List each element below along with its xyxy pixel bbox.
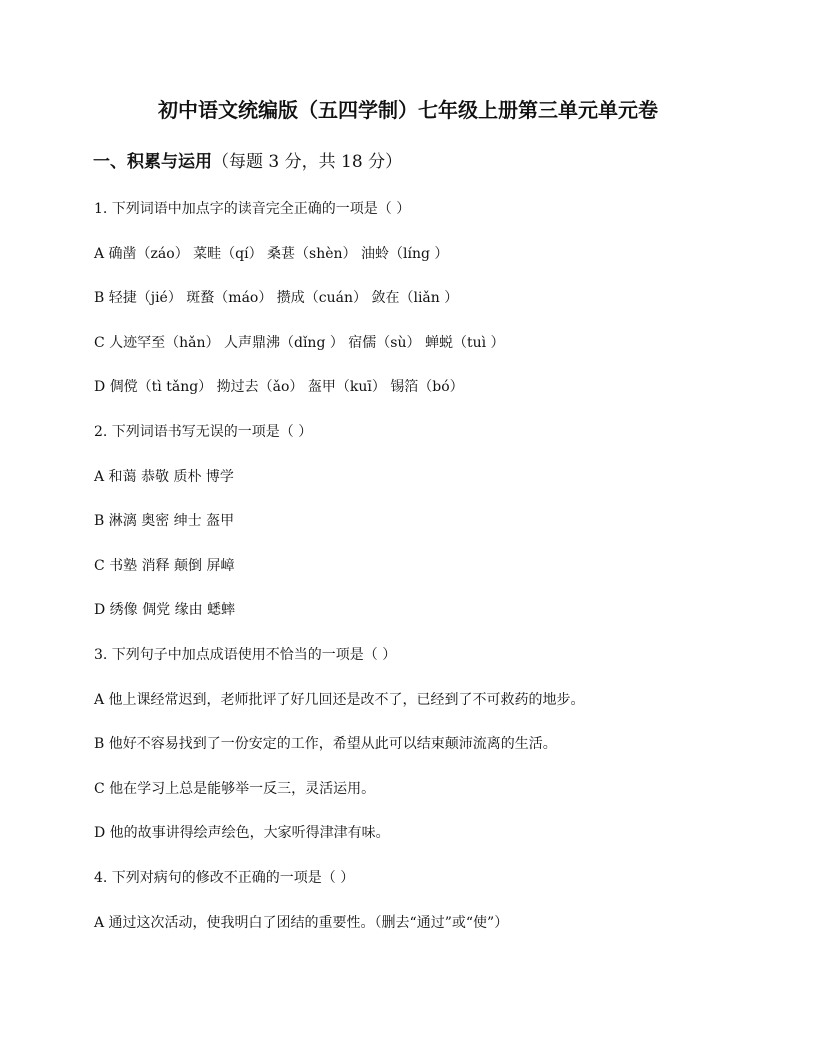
question-3-option-b: B 他好不容易找到了一份安定的工作，希望从此可以结束颠沛流离的生活。 [94, 736, 557, 753]
question-2: 2. 下列词语书写无误的一项是（ ） [94, 423, 313, 440]
question-1-option-c: C 人迹罕至（hǎn） 人声鼎沸（dǐng ） 宿儒（sù） 蝉蜕（tuì ） [94, 334, 505, 351]
question-4-option-a: A 通过这次活动，使我明白了团结的重要性。（删去“通过”或“使”） [94, 914, 509, 931]
question-3-option-c: C 他在学习上总是能够举一反三，灵活运用。 [94, 780, 376, 797]
question-2-option-d: D 绣像 倜党 缘由 蟋蟀 [94, 602, 236, 619]
question-3: 3. 下列句子中加点成语使用不恰当的一项是（ ） [94, 646, 397, 663]
question-1: 1. 下列词语中加点字的读音完全正确的一项是（ ） [94, 201, 411, 217]
section-heading [93, 150, 402, 174]
section-heading-text: 一、积累与运用 [93, 152, 212, 172]
question-2-option-a: A 和蔼 恭敬 质朴 博学 [94, 468, 234, 485]
question-list [94, 199, 774, 957]
question-1-option-d: D 倜傥（tì tǎng） 拗过去（ǎo） 盔甲（kuī） 锡箔（bó） [94, 379, 464, 396]
question-2-option-c: C 书塾 消释 颠倒 屏嶂 [94, 557, 235, 574]
question-3-option-a: A 他上课经常迟到，老师批评了好几回还是改不了，已经到了不可救药的地步。 [94, 691, 585, 708]
document-title: 初中语文统编版（五四学制）七年级上册第三单元单元卷 [158, 98, 658, 122]
section-score: （每题 3 分，共 18 分） [212, 152, 403, 172]
question-1-option-b: B 轻捷（jié） 斑蝥（máo） 攒成（cuán） 敛在（liǎn ） [94, 290, 459, 307]
question-3-option-d: D 他的故事讲得绘声绘色，大家听得津津有味。 [94, 825, 390, 842]
question-1-option-a: A 确凿（záo） 菜畦（qí） 桑葚（shèn） 油蛉（líng ） [94, 245, 449, 262]
question-2-option-b: B 淋漓 奥密 绅士 盔甲 [94, 513, 235, 530]
question-4: 4. 下列对病句的修改不正确的一项是（ ） [94, 869, 355, 886]
